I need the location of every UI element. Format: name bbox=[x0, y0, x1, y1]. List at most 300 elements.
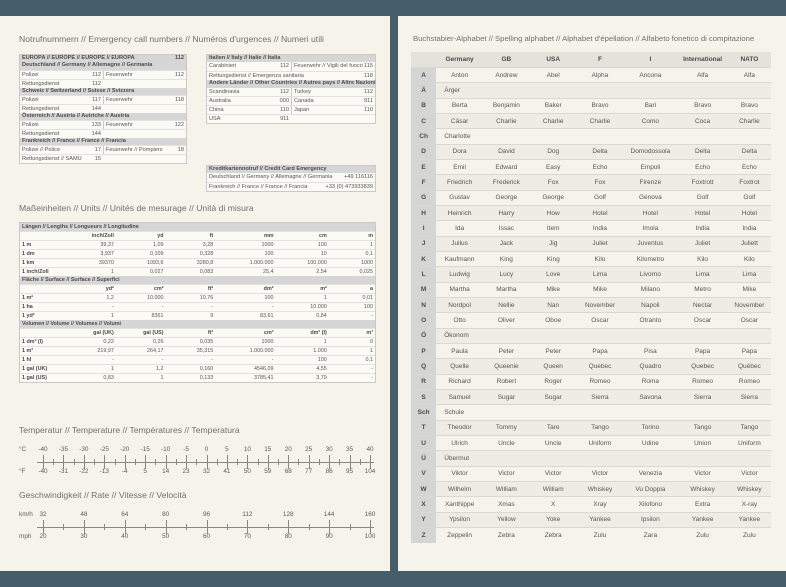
temperature-top-unit: °C bbox=[19, 446, 27, 453]
alphabet-word: Hotel bbox=[623, 205, 677, 220]
emergency-europe-box bbox=[19, 54, 187, 164]
speed-top-label: 112 bbox=[242, 511, 253, 518]
alphabet-letter: M bbox=[411, 282, 436, 297]
alphabet-letter: T bbox=[411, 420, 436, 435]
alphabet-word: Übermut bbox=[436, 451, 771, 466]
units-column-header: yd bbox=[116, 232, 166, 241]
temperature-bottom-label: -13 bbox=[99, 468, 109, 475]
units-value: 0,26 bbox=[116, 338, 166, 347]
units-row-label: 1 m³ bbox=[20, 347, 70, 356]
speed-top-label: 48 bbox=[80, 511, 88, 518]
units-column-header: gal (US) bbox=[116, 329, 166, 338]
alphabet-letter: P bbox=[411, 344, 436, 359]
credit-card-box bbox=[206, 165, 376, 192]
temperature-tick bbox=[84, 455, 85, 469]
alphabet-word: Uniform bbox=[728, 436, 771, 451]
other-country-service: Japan bbox=[291, 106, 358, 114]
units-value: 100 bbox=[215, 250, 275, 259]
alphabet-word: India bbox=[728, 221, 771, 236]
temperature-tick bbox=[227, 455, 228, 469]
speed-top-label: 64 bbox=[121, 511, 129, 518]
alphabet-word: India bbox=[677, 221, 727, 236]
country-header: Deutschland // Germany // Allemagne // Germania bbox=[20, 62, 186, 69]
alphabet-word: Fox bbox=[530, 175, 577, 190]
alphabet-word: Lucy bbox=[483, 267, 530, 282]
speed-tick bbox=[125, 520, 126, 534]
units-column-header: cm³ bbox=[215, 329, 275, 338]
units-column-header: m bbox=[329, 232, 375, 241]
alphabet-word: Charlie bbox=[530, 113, 577, 128]
other-country-rows bbox=[207, 88, 375, 124]
temperature-top-label: 25 bbox=[305, 446, 313, 453]
alphabet-word: Item bbox=[530, 221, 577, 236]
speed-tick bbox=[370, 520, 371, 534]
alphabet-word: Xilofono bbox=[623, 497, 677, 512]
speed-minor-tick bbox=[145, 524, 146, 530]
units-value: 0,133 bbox=[166, 374, 216, 383]
units-row bbox=[20, 347, 375, 356]
units-row-label: 1 m² bbox=[20, 294, 70, 303]
speed-minor-tick bbox=[350, 524, 351, 530]
alphabet-word: Berta bbox=[436, 98, 483, 113]
units-value: - bbox=[215, 303, 275, 312]
temperature-minor-tick bbox=[74, 459, 75, 465]
country-number bbox=[169, 155, 186, 163]
alphabet-word: Kilo bbox=[577, 251, 624, 266]
alphabet-letter: X bbox=[411, 497, 436, 512]
alphabet-word: Imola bbox=[623, 221, 677, 236]
alphabet-word: Ärger bbox=[436, 83, 771, 98]
country-row bbox=[20, 95, 186, 104]
alphabet-word: Andrew bbox=[483, 67, 530, 82]
country-number: 15 bbox=[94, 156, 101, 163]
alphabet-word: Oscar bbox=[728, 313, 771, 328]
alphabet-word: Yankee bbox=[577, 512, 624, 527]
units-row-label: 1 inch/Zoll bbox=[20, 268, 70, 277]
other-country-number: 911 bbox=[280, 116, 289, 123]
temperature-axis-line bbox=[37, 462, 374, 463]
emergency-italy-box bbox=[206, 54, 376, 124]
alphabet-word: William bbox=[483, 482, 530, 497]
alphabet-word: Zulu bbox=[577, 528, 624, 543]
units-value: 10,76 bbox=[166, 294, 216, 303]
units-value: - bbox=[166, 356, 216, 365]
alphabet-word: Martha bbox=[483, 282, 530, 297]
units-section-header bbox=[20, 276, 375, 285]
country-row bbox=[20, 154, 186, 163]
units-value: 10.000 bbox=[116, 294, 166, 303]
units-column-header: a bbox=[329, 285, 375, 294]
alphabet-word: Echo bbox=[677, 159, 727, 174]
temperature-tick bbox=[186, 455, 187, 469]
speed-bottom-label: 20 bbox=[39, 533, 47, 540]
italy-number bbox=[271, 72, 291, 80]
alphabet-word: Schule bbox=[436, 405, 771, 420]
temperature-minor-tick bbox=[155, 459, 156, 465]
units-value: 1 bbox=[116, 374, 166, 383]
alphabet-word: Firenze bbox=[623, 175, 677, 190]
alphabet-word: Golf bbox=[728, 190, 771, 205]
spelling-alphabet-table bbox=[411, 52, 771, 543]
temperature-tick bbox=[288, 455, 289, 469]
temperature-top-label: -25 bbox=[99, 446, 109, 453]
alphabet-word: Delta bbox=[728, 144, 771, 159]
alphabet-word: Metro bbox=[677, 282, 727, 297]
other-country-number: 110 bbox=[280, 107, 289, 114]
alphabet-word: Union bbox=[677, 436, 727, 451]
units-value: - bbox=[215, 356, 275, 365]
temperature-title: Temperatur // Temperature // Températures // Temperatura bbox=[19, 425, 240, 435]
alphabet-word: Uniform bbox=[577, 436, 624, 451]
alphabet-word: Papa bbox=[577, 344, 624, 359]
alphabet-word: George bbox=[530, 190, 577, 205]
speed-top-label: 80 bbox=[162, 511, 170, 518]
units-value: - bbox=[329, 365, 375, 374]
alphabet-word: Charlie bbox=[728, 113, 771, 128]
country-number: 144 bbox=[91, 105, 101, 112]
temperature-tick bbox=[43, 455, 44, 469]
speed-tick bbox=[207, 520, 208, 534]
alphabet-word: Ludwig bbox=[436, 267, 483, 282]
alphabet-word: Richard bbox=[436, 374, 483, 389]
alphabet-word: Zulu bbox=[677, 528, 727, 543]
alphabet-column-header: USA bbox=[530, 52, 577, 67]
alphabet-word: Lima bbox=[577, 267, 624, 282]
country-number: 17 bbox=[94, 147, 101, 154]
italy-row bbox=[207, 62, 375, 71]
alphabet-word: Oboe bbox=[530, 313, 577, 328]
units-value: - bbox=[329, 312, 375, 321]
units-column-header: ft bbox=[166, 232, 216, 241]
temperature-bottom-label: 32 bbox=[202, 468, 211, 475]
units-table bbox=[19, 222, 376, 383]
other-country-number: 911 bbox=[364, 98, 373, 105]
alphabet-word: Dog bbox=[530, 144, 577, 159]
units-row-label: 1 ha bbox=[20, 303, 70, 312]
alphabet-word: Wilhelm bbox=[436, 482, 483, 497]
alphabet-word: Sierra bbox=[677, 390, 727, 405]
alphabet-word: Milano bbox=[623, 282, 677, 297]
units-value: 1 bbox=[70, 365, 116, 374]
alphabet-title: Buchstabier-Alphabet // Spelling alphabet // Alphabet d'épellation // Alfabeto fonetico di compitazione bbox=[413, 34, 755, 43]
temperature-tick bbox=[268, 455, 269, 469]
alphabet-word: India bbox=[577, 221, 624, 236]
speed-bottom-unit: mph bbox=[19, 533, 32, 540]
temperature-tick bbox=[370, 455, 371, 469]
speed-bottom-label: 70 bbox=[243, 533, 251, 540]
units-value: 0,83 bbox=[70, 374, 116, 383]
alphabet-word: Nectar bbox=[677, 298, 727, 313]
europe-header bbox=[20, 55, 186, 62]
temperature-minor-tick bbox=[258, 459, 259, 465]
alphabet-row bbox=[411, 313, 771, 328]
temperature-minor-tick bbox=[319, 459, 320, 465]
temperature-bottom-label: 104 bbox=[364, 468, 376, 475]
alphabet-word: Victor bbox=[483, 466, 530, 481]
units-value: 100 bbox=[329, 303, 375, 312]
speed-bottom-label: 40 bbox=[121, 533, 129, 540]
alphabet-word: Whiskey bbox=[577, 482, 624, 497]
credit-card-row bbox=[207, 173, 375, 182]
alphabet-row bbox=[411, 236, 771, 251]
temperature-top-label: 0 bbox=[204, 446, 209, 453]
credit-card-number: +49 116116 bbox=[344, 174, 373, 181]
speed-minor-tick bbox=[268, 524, 269, 530]
speed-bottom-label: 100 bbox=[364, 533, 376, 540]
country-service: Feuerwehr bbox=[103, 96, 169, 104]
alphabet-letter: R bbox=[411, 374, 436, 389]
alphabet-column-header: GB bbox=[483, 52, 530, 67]
units-value: 0,1 bbox=[329, 356, 375, 365]
alphabet-word: Napoli bbox=[623, 298, 677, 313]
units-value: 35,315 bbox=[166, 347, 216, 356]
italy-service: Feuerwehr // Vigili del fuoco bbox=[291, 62, 358, 71]
alphabet-word: Torino bbox=[623, 420, 677, 435]
units-value: 39370 bbox=[70, 259, 116, 268]
alphabet-word: Victor bbox=[530, 466, 577, 481]
temperature-bottom-label: -22 bbox=[79, 468, 89, 475]
alphabet-letter: G bbox=[411, 190, 436, 205]
alphabet-row bbox=[411, 190, 771, 205]
units-row bbox=[20, 268, 375, 277]
speed-top-label: 144 bbox=[323, 511, 335, 518]
alphabet-word: Alfa bbox=[728, 67, 771, 82]
alphabet-row bbox=[411, 251, 771, 266]
credit-card-row bbox=[207, 182, 375, 191]
temperature-tick bbox=[309, 455, 310, 469]
units-value: 0,027 bbox=[116, 268, 166, 277]
alphabet-word: Benjamin bbox=[483, 98, 530, 113]
alphabet-word: Victor bbox=[728, 466, 771, 481]
units-value: 1.000 bbox=[276, 347, 329, 356]
alphabet-row bbox=[411, 436, 771, 451]
units-grid bbox=[20, 223, 375, 382]
alphabet-row bbox=[411, 205, 771, 220]
country-boxes bbox=[20, 62, 186, 163]
speed-title: Geschwindigkeit // Rate // Vitesse // Velocità bbox=[19, 490, 187, 500]
alphabet-column-header: International bbox=[677, 52, 727, 67]
alphabet-word: Roma bbox=[623, 374, 677, 389]
italy-service: Rettungsdienst // Emergenza sanitaria bbox=[209, 73, 304, 80]
alphabet-word: Juventus bbox=[623, 236, 677, 251]
country-row bbox=[20, 120, 186, 129]
temperature-minor-tick bbox=[115, 459, 116, 465]
alphabet-word: David bbox=[483, 144, 530, 159]
country-number: 133 bbox=[91, 122, 101, 129]
units-value: 1.000.000 bbox=[215, 259, 275, 268]
alphabet-word: Xray bbox=[577, 497, 624, 512]
temperature-tick bbox=[166, 455, 167, 469]
alphabet-row bbox=[411, 374, 771, 389]
italy-number: 115 bbox=[364, 63, 373, 70]
units-value: - bbox=[70, 303, 116, 312]
units-value: 1.000.000 bbox=[215, 347, 275, 356]
units-value: 0,035 bbox=[166, 338, 216, 347]
temperature-bottom-label: 77 bbox=[305, 468, 313, 475]
units-row-label: 1 m bbox=[20, 241, 70, 250]
credit-card-header: Kreditkartennotruf // Credit Card Emergency bbox=[207, 166, 375, 173]
alphabet-word: Julius bbox=[436, 236, 483, 251]
units-value: - bbox=[116, 303, 166, 312]
units-value: 1,2 bbox=[116, 365, 166, 374]
alphabet-word: How bbox=[530, 205, 577, 220]
alphabet-word: Charlotte bbox=[436, 129, 771, 144]
temperature-top-label: 35 bbox=[346, 446, 354, 453]
alphabet-word: Emil bbox=[436, 159, 483, 174]
temperature-tick bbox=[104, 455, 105, 469]
alphabet-word: Foxtrot bbox=[728, 175, 771, 190]
other-country-row bbox=[207, 88, 375, 97]
country-service: Feuerwehr // Pompiers bbox=[103, 146, 169, 154]
units-section-title: Längen // Lengths // Longueurs // Longitudine bbox=[20, 223, 375, 232]
alphabet-word: November bbox=[728, 298, 771, 313]
units-title: Maßeinheiten // Units // Unités de mesurage // Unità di misura bbox=[19, 203, 254, 213]
alphabet-word: Love bbox=[530, 267, 577, 282]
temperature-bottom-unit: °F bbox=[19, 468, 26, 475]
speed-tick bbox=[43, 520, 44, 534]
temperature-bottom-label: 14 bbox=[162, 468, 170, 475]
temperature-top-label: -40 bbox=[38, 446, 48, 453]
alphabet-column-header: F bbox=[577, 52, 624, 67]
other-country-service: Scandinavia bbox=[209, 88, 240, 95]
other-country-number bbox=[358, 115, 375, 123]
alphabet-letter: E bbox=[411, 159, 436, 174]
units-row-label: 1 gal (UK) bbox=[20, 365, 70, 374]
units-row bbox=[20, 303, 375, 312]
temperature-top-label: -35 bbox=[58, 446, 69, 453]
units-value: 3280,8 bbox=[166, 259, 216, 268]
speed-minor-tick bbox=[309, 524, 310, 530]
country-number: 122 bbox=[174, 122, 184, 129]
units-value: 100.000 bbox=[276, 259, 329, 268]
units-value: 1,2 bbox=[70, 294, 116, 303]
speed-bottom-label: 60 bbox=[202, 533, 211, 540]
temperature-minor-tick bbox=[135, 459, 136, 465]
units-value: 264,17 bbox=[116, 347, 166, 356]
units-value: 1000 bbox=[215, 241, 275, 250]
alphabet-letter: U bbox=[411, 436, 436, 451]
country-number: 112 bbox=[92, 71, 101, 78]
alphabet-word: Delta bbox=[577, 144, 624, 159]
units-row bbox=[20, 338, 375, 347]
temperature-bottom-label: 23 bbox=[182, 468, 190, 475]
alphabet-row bbox=[411, 144, 771, 159]
alphabet-row bbox=[411, 420, 771, 435]
alphabet-word: Cäsar bbox=[436, 113, 483, 128]
units-column-headers bbox=[20, 232, 375, 241]
units-value: 3,28 bbox=[166, 241, 216, 250]
alphabet-letter: Sch bbox=[411, 405, 436, 420]
alphabet-word: Papa bbox=[728, 344, 771, 359]
units-value: 8361 bbox=[116, 312, 166, 321]
country-service: Rettungsdienst bbox=[22, 131, 60, 138]
alphabet-word: Savona bbox=[623, 390, 677, 405]
temperature-bottom-label: 68 bbox=[284, 468, 292, 475]
country-number: 117 bbox=[92, 96, 101, 103]
alphabet-word: Papa bbox=[677, 344, 727, 359]
units-value: 1 bbox=[276, 294, 329, 303]
alphabet-word: Golf bbox=[577, 190, 624, 205]
units-value: 0,1 bbox=[329, 250, 375, 259]
temperature-bottom-label: 50 bbox=[243, 468, 251, 475]
alphabet-word: Bravo bbox=[728, 98, 771, 113]
alphabet-header-row bbox=[411, 52, 771, 67]
speed-axis-line bbox=[37, 527, 374, 528]
speed-bottom-label: 80 bbox=[284, 533, 292, 540]
units-row bbox=[20, 294, 375, 303]
alphabet-word: Pisa bbox=[623, 344, 677, 359]
alphabet-word: Jig bbox=[530, 236, 577, 251]
italy-service: Carabinieri bbox=[209, 63, 237, 70]
units-value: 0,160 bbox=[166, 365, 216, 374]
alphabet-row bbox=[411, 98, 771, 113]
other-country-number: 112 bbox=[280, 88, 289, 95]
alphabet-letter: Ö bbox=[411, 328, 436, 343]
speed-tick bbox=[166, 520, 167, 534]
alphabet-word: Oscar bbox=[577, 313, 624, 328]
alphabet-word: Alfa bbox=[677, 67, 727, 82]
alphabet-word: Yoke bbox=[530, 512, 577, 527]
temperature-top-label: 30 bbox=[325, 446, 333, 453]
speed-minor-tick bbox=[186, 524, 187, 530]
speed-bottom-label: 30 bbox=[80, 533, 88, 540]
alphabet-word: Sierra bbox=[577, 390, 624, 405]
units-value: 4,55 bbox=[276, 365, 329, 374]
temperature-bottom-label: 5 bbox=[143, 468, 147, 475]
temperature-tick bbox=[350, 455, 351, 469]
alphabet-letter: Z bbox=[411, 528, 436, 543]
alphabet-row bbox=[411, 390, 771, 405]
alphabet-word: Domodossola bbox=[623, 144, 677, 159]
units-value: 10 bbox=[276, 250, 329, 259]
alphabet-word: Kilo bbox=[728, 251, 771, 266]
units-column-header bbox=[20, 329, 70, 338]
alphabet-row bbox=[411, 175, 771, 190]
units-column-header: ft² bbox=[166, 285, 216, 294]
temperature-top-label: 10 bbox=[243, 446, 251, 453]
temperature-minor-tick bbox=[360, 459, 361, 465]
country-header: Österreich // Austria // Autriche // Austria bbox=[20, 113, 186, 120]
italy-service bbox=[291, 72, 358, 80]
units-value: 3,79 bbox=[276, 374, 329, 383]
temperature-tick bbox=[329, 455, 330, 469]
country-number: 112 bbox=[92, 80, 101, 87]
units-value: 100 bbox=[215, 294, 275, 303]
units-value: 1 bbox=[329, 347, 375, 356]
alphabet-word: Quelle bbox=[436, 359, 483, 374]
temperature-bottom-label: -40 bbox=[38, 468, 48, 475]
alphabet-word: Ökonom bbox=[436, 328, 771, 343]
alphabet-word: Queen bbox=[530, 359, 577, 374]
alphabet-word: Oliver bbox=[483, 313, 530, 328]
alphabet-word: Uncle bbox=[483, 436, 530, 451]
alphabet-word: Zebra bbox=[483, 528, 530, 543]
temperature-bottom-label: -4 bbox=[121, 468, 128, 475]
temperature-bottom-label: 86 bbox=[325, 468, 333, 475]
alphabet-letter: V bbox=[411, 466, 436, 481]
country-number: 18 bbox=[177, 147, 184, 154]
alphabet-word: Whiskey bbox=[677, 482, 727, 497]
left-page bbox=[0, 16, 390, 571]
units-column-header: dm² bbox=[215, 285, 275, 294]
country-header: Schweiz // Switzerland // Suisse // Svizzera bbox=[20, 88, 186, 95]
alphabet-row bbox=[411, 298, 771, 313]
alphabet-word: Xmas bbox=[483, 497, 530, 512]
units-row-label: 1 dm³ (l) bbox=[20, 338, 70, 347]
speed-bottom-label: 90 bbox=[325, 533, 333, 540]
italy-rows bbox=[207, 62, 375, 80]
units-row bbox=[20, 250, 375, 259]
